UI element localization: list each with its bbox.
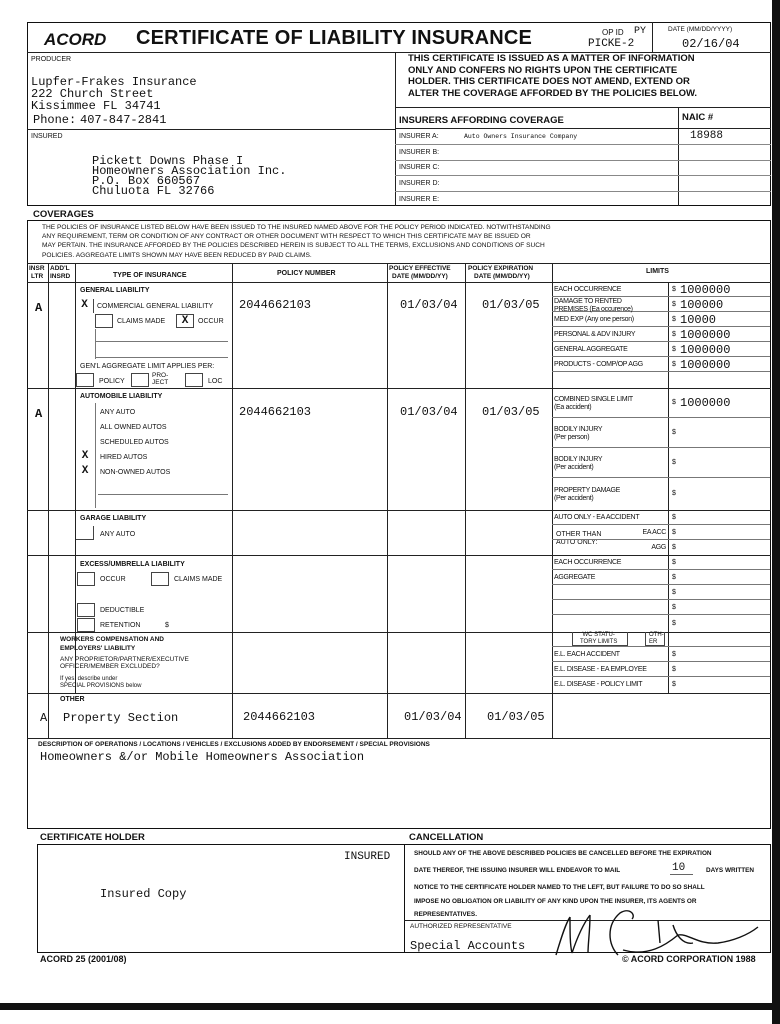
insurer-a-label: INSURER A: [399,133,439,140]
other-title: OTHER [60,696,85,703]
form-number: ACORD 25 (2001/08) [40,954,127,964]
workers-n1: If yes, describe under [60,676,118,682]
limit-currency: $ [672,459,676,466]
cancellation-line: DATE THEREOF, THE ISSUING INSURER WILL ENDEAVOR TO MAIL [414,867,621,874]
certificate-holder-name: Insured Copy [100,887,187,901]
excess-claims-made-label: CLAIMS MADE [174,576,223,583]
limit-row [552,585,770,600]
other-description: Property Section [63,711,179,725]
op-id-label: OP ID [602,28,624,37]
auto-effective-date: 01/03/04 [400,405,458,419]
all-owned-autos-label: ALL OWNED AUTOS [100,424,167,431]
limit-row [552,312,770,327]
gen-agg-label: GEN'L AGGREGATE LIMIT APPLIES PER: [80,363,215,370]
limit-row [552,662,770,677]
copyright: © ACORD CORPORATION 1988 [622,954,756,964]
cancellation-line: IMPOSE NO OBLIGATION OR LIABILITY OF ANY KIND UPON THE INSURER, ITS AGENTS OR [414,898,697,905]
excess-title: EXCESS/UMBRELLA LIABILITY [80,561,185,568]
any-auto-checkbox[interactable] [76,405,94,419]
limit-row [552,555,770,570]
disclaimer-line: HOLDER. THIS CERTIFICATE DOES NOT AMEND, EXTEND OR [408,76,690,87]
divider [232,263,233,738]
limit-currency: $ [672,544,676,551]
insured-line: P.O. Box 660567 [92,174,201,188]
certificate-holder-label: CERTIFICATE HOLDER [40,832,145,843]
gl-expiration-date: 01/03/05 [482,298,540,312]
workers-title: WORKERS COMPENSATION AND [60,636,164,643]
limit-row [552,418,770,448]
limit-currency: $ [672,681,676,688]
workers-question [60,656,189,670]
excess-occur-checkbox[interactable] [77,572,95,586]
notice-line: THE POLICIES OF INSURANCE LISTED BELOW HAVE BEEN ISSUED TO THE INSURED NAMED ABOVE FOR THE POLICY PERIOD INDICATED. NOTWITHSTANDING [42,224,551,231]
wc-2: TORY LIMITS [580,638,618,645]
other-policy-number: 2044662103 [243,710,316,724]
limit-row [552,525,770,540]
auto-title: AUTOMOBILE LIABILITY [80,393,163,400]
naic-label: NAIC # [682,112,714,123]
notice-line: ANY REQUIREMENT, TERM OR CONDITION OF ANY CONTRACT OR OTHER DOCUMENT WITH RESPECT TO WHICH THIS CERTIFICATE MAY BE ISSUED OR [42,233,531,241]
non-owned-autos-label: NON-OWNED AUTOS [100,469,171,476]
limit-currency: $ [672,620,676,627]
divider [27,738,771,739]
producer-line: Kissimmee FL 34741 [31,99,161,113]
workers-q2: OFFICER/MEMBER EXCLUDED? [60,663,160,670]
blank-line [95,357,228,358]
scan-edge-right [772,0,780,1024]
limit-currency: $ [672,331,676,338]
oth-2: ER [649,638,658,645]
wc-1: WC STATU- [582,632,615,638]
gl-insurer-letter: A [35,301,43,315]
limit-sublabel: (Per accident) [554,495,594,502]
occur-label: OCCUR [198,318,224,325]
limit-row [552,632,770,647]
cgl-label: COMMERCIAL GENERAL LIABILITY [97,303,214,310]
auto-policy-number: 2044662103 [239,405,312,419]
non-owned-autos-checkbox[interactable]: X [81,465,89,477]
limit-value: 10000 [680,313,717,327]
scheduled-autos-checkbox[interactable] [76,435,94,449]
garage-title: GARAGE LIABILITY [80,515,147,522]
other-than-line2: AUTO ONLY: [556,539,598,546]
divider [465,263,466,738]
col-expiration: POLICY EXPIRATION [468,265,534,272]
insurer-b-label: INSURER B: [399,149,440,156]
limit-row [552,342,770,357]
op-id: PICKE-2 [588,38,635,50]
col-addl: ADD'L [50,265,70,272]
limit-row [552,570,770,585]
limit-currency: $ [672,589,676,596]
auto-expiration-date: 01/03/05 [482,405,540,419]
col-insrd: INSRD [50,273,71,280]
workers-q1: ANY PROPRIETOR/PARTNER/EXECUTIVE [60,656,189,663]
divider [387,263,388,738]
producer-line: 222 Church Street [31,87,154,101]
limit-value: 1000000 [680,343,731,357]
agg-project-label [152,372,168,386]
agg-loc-checkbox[interactable] [185,373,203,387]
limit-row [552,282,770,297]
col-effective: POLICY EFFECTIVE [389,265,451,272]
hired-autos-checkbox[interactable]: X [81,450,89,462]
insured-line: Pickett Downs Phase I [92,154,244,168]
page-title: CERTIFICATE OF LIABILITY INSURANCE [136,27,533,49]
limit-currency: $ [672,604,676,611]
limit-row [552,372,770,388]
limit-label: AGGREGATE [554,574,596,581]
insured-label: INSURED [31,133,63,140]
other-insurer-letter: A [40,711,48,725]
limit-label: MED EXP (Any one person) [554,316,634,323]
producer-label: PRODUCER [31,56,72,63]
blank-line [98,494,228,495]
agg-loc-label: LOC [208,378,223,385]
scan-edge-bottom [0,1003,780,1010]
disclaimer-line: ONLY AND CONFERS NO RIGHTS UPON THE CERTIFICATE [408,64,678,76]
limit-label: EA ACC [642,529,666,536]
limit-value: 1000000 [680,396,731,410]
gl-effective-date: 01/03/04 [400,298,458,312]
limit-currency: $ [672,490,676,497]
limit-currency: $ [672,514,676,521]
auto-insurer-letter: A [35,407,43,421]
limit-row [552,540,770,555]
garage-any-auto-checkbox[interactable] [76,526,94,540]
scheduled-autos-label: SCHEDULED AUTOS [100,439,169,446]
limit-label: E.L. DISEASE - POLICY LIMIT [554,681,643,688]
insurer-d-label: INSURER D: [399,180,440,187]
excess-claims-made-checkbox[interactable] [151,572,169,586]
limit-label: AUTO ONLY - EA ACCIDENT [554,514,640,521]
description-label: DESCRIPTION OF OPERATIONS / LOCATIONS / VEHICLES / EXCLUSIONS ADDED BY ENDORSEMENT / SPECIAL PROVISIONS [38,741,430,748]
description-text: Homeowners &/or Mobile Homeowners Association [40,750,365,764]
divider [48,263,49,738]
limit-row [552,677,770,693]
limit-label: EACH OCCURRENCE [554,286,622,293]
gl-policy-number: 2044662103 [239,298,312,312]
project-line2: JECT [152,379,169,386]
signature [548,905,763,960]
occur-checkbox[interactable]: X [176,314,194,328]
divider [395,144,771,145]
limit-label: PRODUCTS - COMP/OP AGG [554,361,643,368]
other-than-line1: OTHER THAN [556,531,602,538]
insurer-a-naic: 18988 [690,130,724,142]
limit-row [552,615,770,632]
workers-title-2: EMPLOYERS' LIABILITY [60,645,136,652]
deductible-label: DEDUCTIBLE [100,607,145,614]
oth-1: OTH- [649,632,664,638]
claims-made-checkbox[interactable] [95,314,113,328]
col-policy-number: POLICY NUMBER [277,270,336,277]
garage-any-auto-label: ANY AUTO [100,531,136,538]
coverages-label: COVERAGES [33,209,94,220]
divider [95,329,96,359]
limit-currency: $ [672,361,676,368]
limit-currency: $ [672,316,676,323]
insurer-e-label: INSURER E: [399,196,440,203]
limit-label: E.L. EACH ACCIDENT [554,651,620,658]
limit-row [552,357,770,372]
divider [395,175,771,176]
col-insr: INSR [29,265,45,272]
cancellation-line: SHOULD ANY OF THE ABOVE DESCRIBED POLICIES BE CANCELLED BEFORE THE EXPIRATION [414,850,712,857]
divider [27,693,771,694]
limit-currency: $ [672,651,676,658]
notice-line: POLICIES. AGGREGATE LIMITS SHOWN MAY HAVE BEEN REDUCED BY PAID CLAIMS. [42,251,312,259]
certificate-holder-tag: INSURED [344,851,391,863]
limit-sublabel: (Ea accident) [554,404,592,411]
col-limits: LIMITS [646,268,669,275]
any-auto-label: ANY AUTO [100,409,136,416]
limit-sublabel: (Per person) [554,434,590,441]
limit-sublabel: (Per accident) [554,464,594,471]
other-effective-date: 01/03/04 [404,710,462,724]
cancellation-days: 10 [670,862,693,875]
cancellation-line: REPRESENTATIVES. [414,911,477,918]
insurer-a-name: Auto Owners Insurance Company [464,133,578,140]
divider [27,129,395,130]
limit-currency: $ [672,399,676,406]
divider [395,52,396,206]
claims-made-label: CLAIMS MADE [117,318,166,325]
agg-project-checkbox[interactable] [131,373,149,387]
divider [652,22,653,52]
limit-row [552,600,770,615]
disclaimer-line: ALTER THE COVERAGE AFFORDED BY THE POLICIES BELOW. [408,87,698,99]
limit-currency: $ [672,559,676,566]
divider [395,191,771,192]
limit-row [552,647,770,662]
col-effective-format: DATE (MM/DD/YY) [392,273,448,280]
limit-currency: $ [672,574,676,581]
insurer-c-label: INSURER C: [399,164,440,171]
limit-label: PERSONAL & ADV INJURY [554,331,636,338]
divider [95,403,96,508]
limit-row [552,448,770,478]
cancellation-line: NOTICE TO THE CERTIFICATE HOLDER NAMED TO THE LEFT, BUT FAILURE TO DO SO SHALL [414,884,705,891]
gl-title: GENERAL LIABILITY [80,287,150,294]
other-expiration-date: 01/03/05 [487,710,545,724]
all-owned-autos-checkbox[interactable] [76,420,94,434]
limit-label: AGG [651,544,666,551]
insured-line: Homeowners Association Inc. [92,164,287,178]
limit-row [552,510,770,525]
producer-line: Lupfer-Frakes Insurance [31,75,197,89]
disclaimer-line: THIS CERTIFICATE IS ISSUED AS A MATTER OF INFORMATION [408,53,695,64]
limit-label: DAMAGE TO RENTED [554,298,622,305]
limit-currency: $ [672,286,676,293]
limit-value: 1000000 [680,328,731,342]
producer-phone-label: Phone: [33,113,77,127]
blank-line [95,341,228,342]
limit-value: 100000 [680,298,724,312]
limit-value: 1000000 [680,358,731,372]
limit-label: EACH OCCURRENCE [554,559,622,566]
notice-line: MAY PERTAIN. THE INSURANCE AFFORDED BY THE POLICIES DESCRIBED HEREIN IS SUBJECT TO ALL THE TERMS, EXCLUSIONS AND CONDITIONS OF SUCH [42,242,545,250]
col-expiration-format: DATE (MM/DD/YY) [474,273,530,280]
agg-policy-label: POLICY [99,378,125,385]
limit-label: E.L. DISEASE - EA EMPLOYEE [554,666,647,673]
insured-line: Chuluota FL 32766 [92,184,215,198]
col-type: TYPE OF INSURANCE [113,272,187,279]
retention-label: RETENTION [100,622,141,629]
divider [395,107,771,108]
workers-n2: SPECIAL PROVISIONS below [60,683,142,689]
divider [395,160,771,161]
limit-currency: $ [672,301,676,308]
limit-value: 1000000 [680,283,731,297]
limit-row [552,297,770,312]
limit-label: COMBINED SINGLE LIMIT [554,396,633,403]
coverages-notice [42,223,551,260]
project-line1: PRO- [152,372,169,379]
op-id-initials: PY [634,26,647,37]
retention-currency: $ [165,622,169,629]
acord-logo: ACORD [44,30,107,49]
limit-currency: $ [672,429,676,436]
divider [27,263,771,264]
limit-currency: $ [672,346,676,353]
disclaimer [408,53,697,99]
date-value: 02/16/04 [682,37,740,51]
agg-policy-checkbox[interactable] [76,373,94,387]
date-label: DATE (MM/DD/YYYY) [668,26,733,33]
producer-phone: 407-847-2841 [80,113,167,127]
hired-autos-label: HIRED AUTOS [100,454,148,461]
limit-row [552,327,770,342]
limit-sublabel: PREMISES (Ea occurence) [554,306,633,313]
cancellation-label: CANCELLATION [409,832,484,843]
limit-currency: $ [672,666,676,673]
divider [395,128,771,129]
excess-occur-label: OCCUR [100,576,126,583]
insurers-header: INSURERS AFFORDING COVERAGE [399,115,564,126]
limit-label: GENERAL AGGREGATE [554,346,628,353]
limit-row [552,478,770,510]
limit-row [552,388,770,418]
authorized-rep-name: Special Accounts [410,939,526,953]
limit-currency: $ [672,529,676,536]
cancellation-line: DAYS WRITTEN [706,867,755,874]
deductible-checkbox[interactable] [77,603,95,617]
workers-note [60,676,141,690]
retention-checkbox[interactable] [77,618,95,632]
limit-label: PROPERTY DAMAGE [554,487,621,494]
limit-label: BODILY INJURY [554,426,603,433]
cgl-checkbox[interactable]: X [76,299,94,313]
authorized-rep-label: AUTHORIZED REPRESENTATIVE [410,923,512,930]
limit-label: BODILY INJURY [554,456,603,463]
col-ltr: LTR [31,273,44,280]
